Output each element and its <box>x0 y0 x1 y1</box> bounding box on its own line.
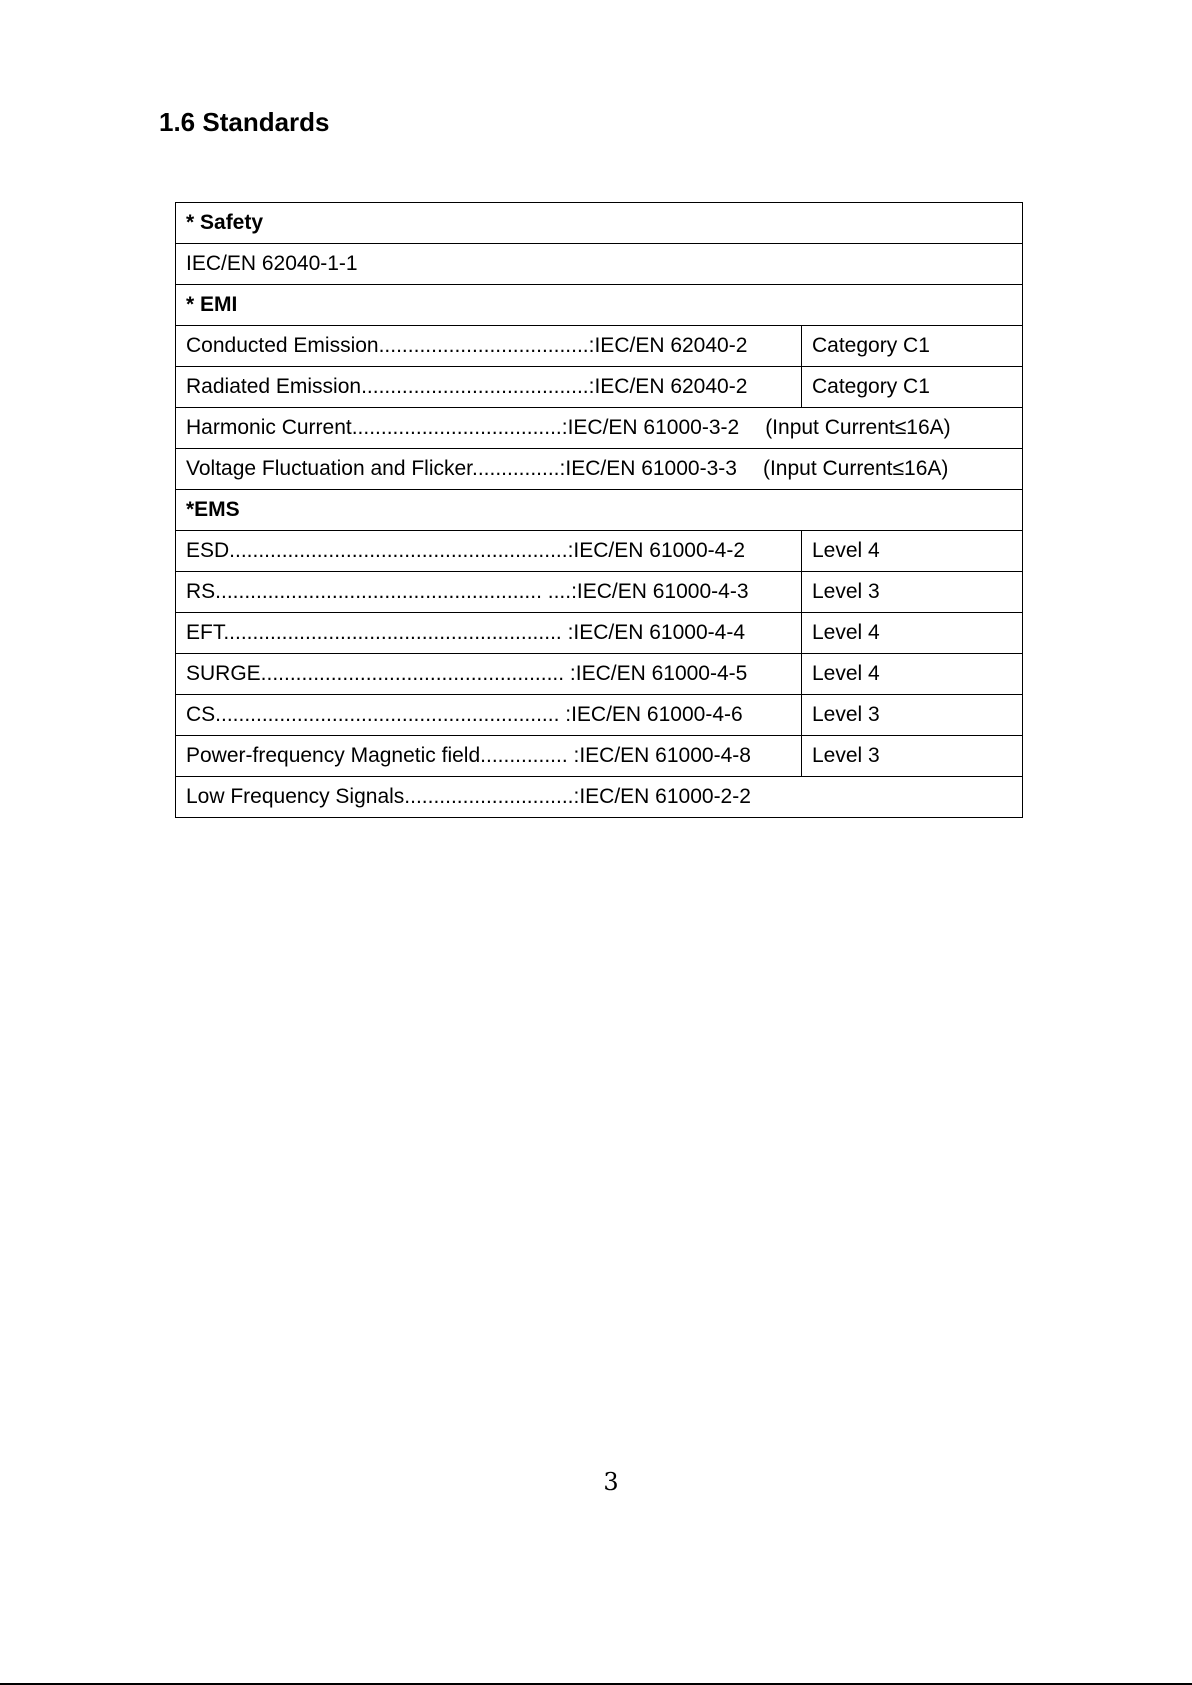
harmonic-current-note: (Input Current≤16A) <box>765 416 951 439</box>
conducted-emission-level: Category C1 <box>802 326 1023 367</box>
table-row-esd <box>176 531 1023 572</box>
table-row-radiated-emission <box>176 367 1023 408</box>
safety-header: * Safety <box>176 203 1023 244</box>
page-number: 3 <box>603 1468 619 1496</box>
harmonic-current-cell <box>176 408 1023 449</box>
magnetic-field-level: Level 3 <box>802 736 1023 777</box>
radiated-emission-standard: Radiated Emission.......................................:IEC/EN 62040-2 <box>176 367 802 408</box>
ems-header: *EMS <box>176 490 1023 531</box>
table-row-magnetic-field <box>176 736 1023 777</box>
radiated-emission-level: Category C1 <box>802 367 1023 408</box>
conducted-emission-standard: Conducted Emission....................................:IEC/EN 62040-2 <box>176 326 802 367</box>
harmonic-current-standard: Harmonic Current....................................:IEC/EN 61000-3-2 <box>186 416 740 439</box>
magnetic-field-standard: Power-frequency Magnetic field............... :IEC/EN 61000-4-8 <box>176 736 802 777</box>
table-row-cs <box>176 695 1023 736</box>
rs-standard: RS........................................................ ....:IEC/EN 61000-4-3 <box>176 572 802 613</box>
standards-table <box>175 202 1023 818</box>
eft-level: Level 4 <box>802 613 1023 654</box>
low-frequency-signals-standard: Low Frequency Signals.............................:IEC/EN 61000-2-2 <box>176 777 1023 818</box>
table-row-surge <box>176 654 1023 695</box>
surge-level: Level 4 <box>802 654 1023 695</box>
safety-standard: IEC/EN 62040-1-1 <box>176 244 1023 285</box>
rs-level: Level 3 <box>802 572 1023 613</box>
esd-standard: ESD..........................................................:IEC/EN 61000-4-2 <box>176 531 802 572</box>
table-row-ems-header <box>176 490 1023 531</box>
table-row-rs <box>176 572 1023 613</box>
surge-standard: SURGE.................................................... :IEC/EN 61000-4-5 <box>176 654 802 695</box>
eft-standard: EFT.......................................................... :IEC/EN 61000-4-4 <box>176 613 802 654</box>
table-row-voltage-fluctuation <box>176 449 1023 490</box>
table-row-safety-standard <box>176 244 1023 285</box>
table-row-eft <box>176 613 1023 654</box>
voltage-fluctuation-standard: Voltage Fluctuation and Flicker...............:IEC/EN 61000-3-3 <box>186 457 737 480</box>
table-row-low-frequency-signals <box>176 777 1023 818</box>
voltage-fluctuation-cell <box>176 449 1023 490</box>
table-row-safety-header <box>176 203 1023 244</box>
table-row-emi-header <box>176 285 1023 326</box>
table-row-conducted-emission <box>176 326 1023 367</box>
esd-level: Level 4 <box>802 531 1023 572</box>
section-title: 1.6 Standards <box>159 107 330 137</box>
table-row-harmonic-current <box>176 408 1023 449</box>
emi-header: * EMI <box>176 285 1023 326</box>
voltage-fluctuation-note: (Input Current≤16A) <box>762 457 949 480</box>
cs-standard: CS........................................................... :IEC/EN 61000-4-6 <box>176 695 802 736</box>
cs-level: Level 3 <box>802 695 1023 736</box>
